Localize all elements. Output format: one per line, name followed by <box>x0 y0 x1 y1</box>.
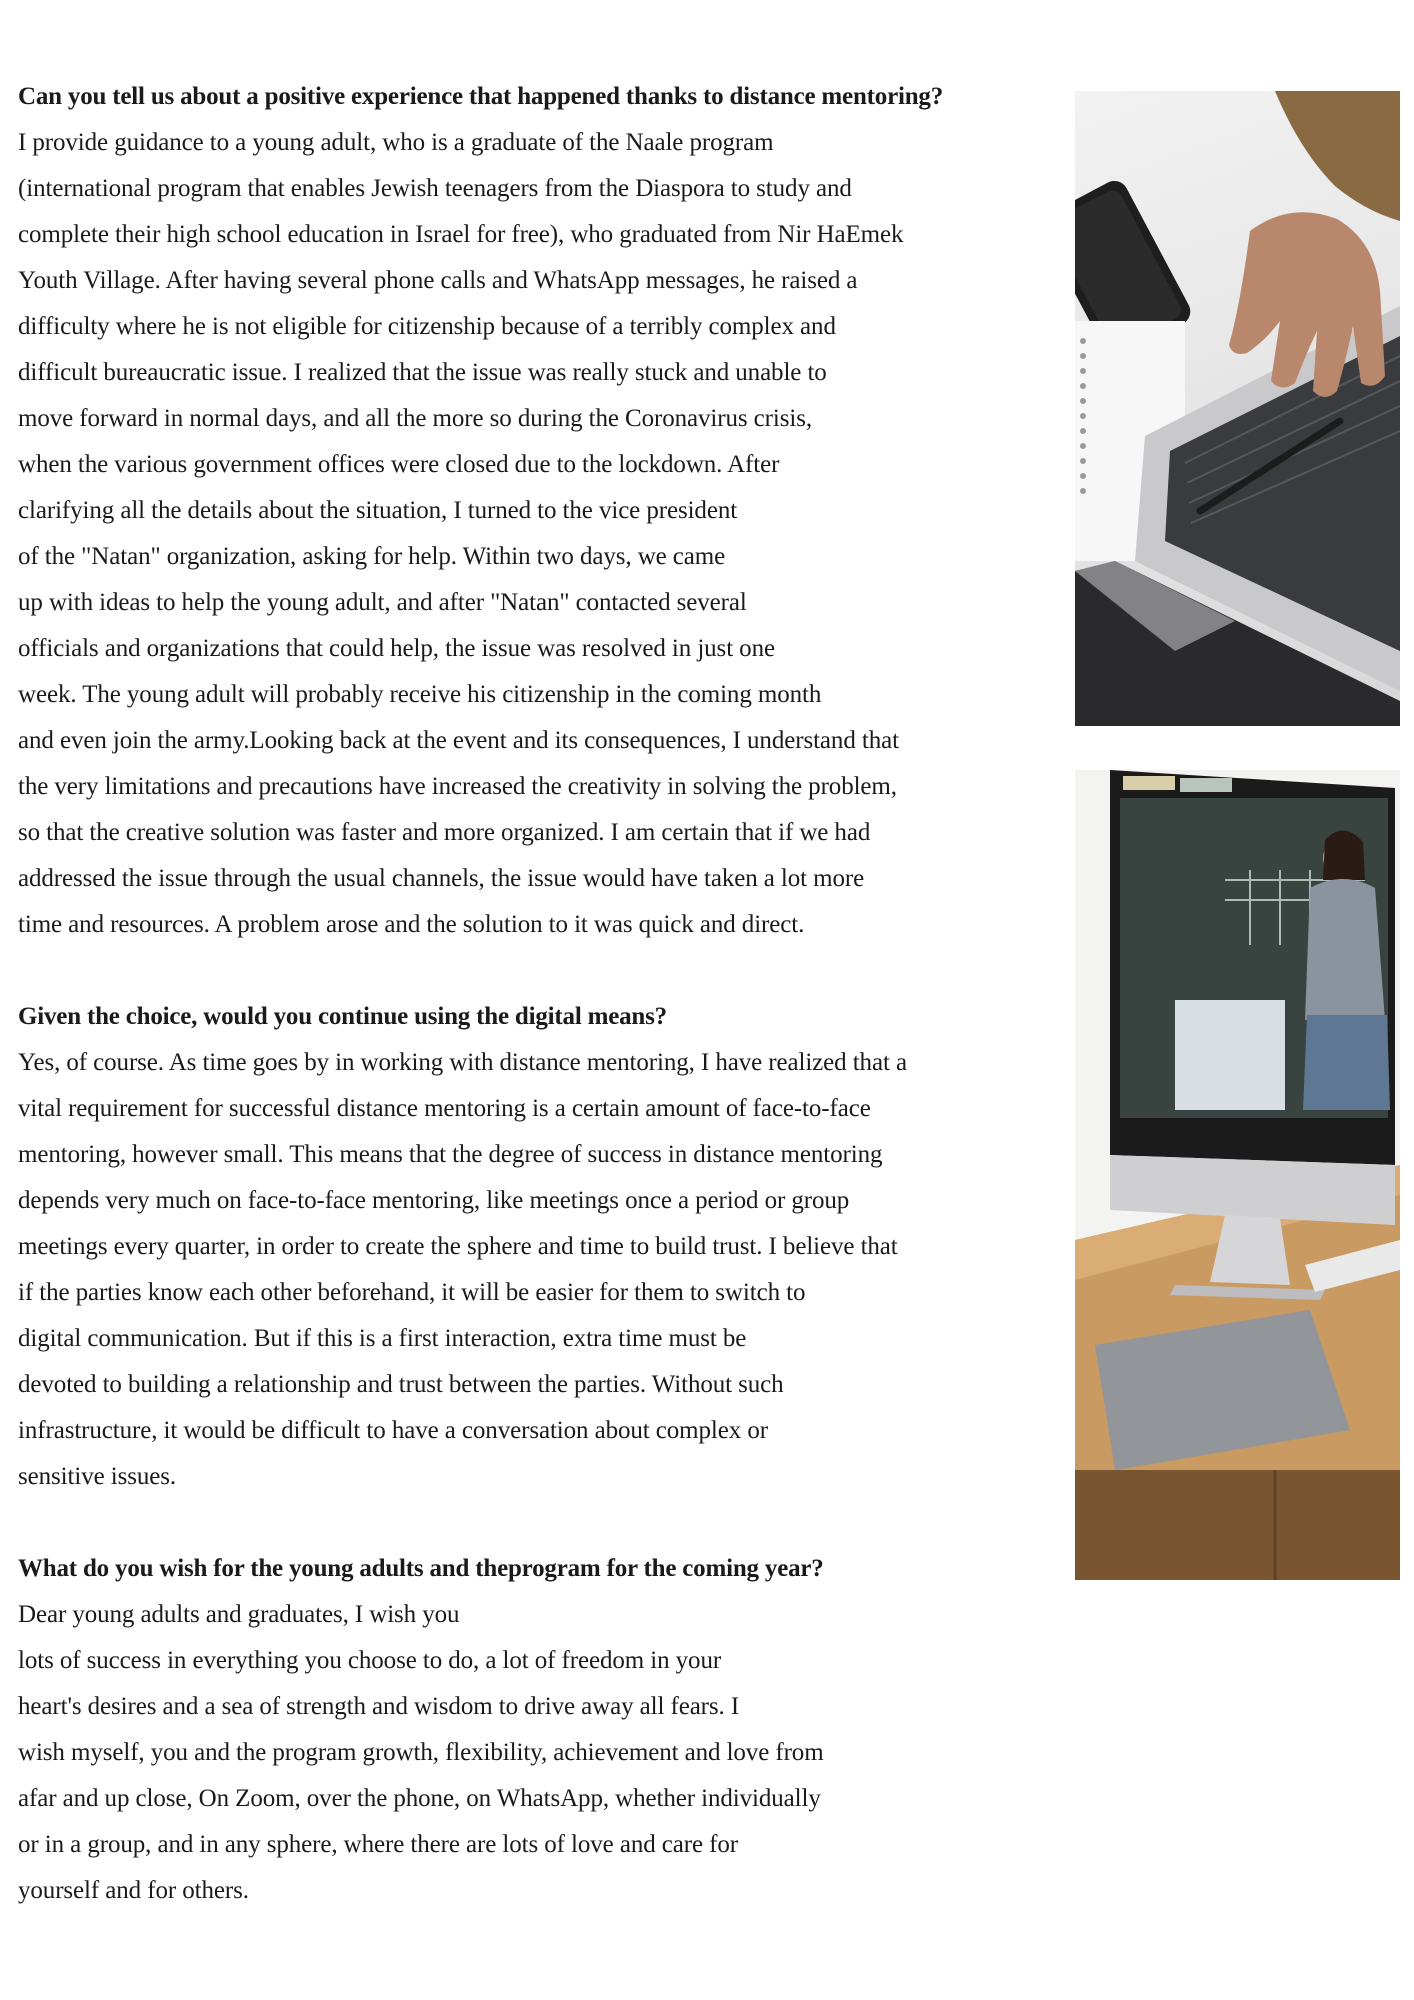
laptop-photo <box>1075 91 1400 726</box>
answer-line: Youth Village. After having several phone calls and WhatsApp messages, he raised a <box>18 267 858 294</box>
answer-line: clarifying all the details about the situation, I turned to the vice president <box>18 497 738 524</box>
answer-line: week. The young adult will probably receive his citizenship in the coming month <box>18 681 822 708</box>
answer-line: officials and organizations that could help, the issue was resolved in just one <box>18 635 775 662</box>
answer-line: (international program that enables Jewish teenagers from the Diaspora to study and <box>18 175 852 202</box>
monitor-video-call-illustration <box>1075 770 1400 1580</box>
answer-line: afar and up close, On Zoom, over the phone, on WhatsApp, whether individually <box>18 1785 821 1812</box>
answer-line: up with ideas to help the young adult, and after "Natan" contacted several <box>18 589 747 616</box>
qa-section-1 <box>18 74 1058 948</box>
section-spacer <box>18 1500 1058 1546</box>
answer-line: complete their high school education in Israel for free), who graduated from Nir HaEmek <box>18 221 904 248</box>
section-spacer <box>18 948 1058 994</box>
video-call-photo <box>1075 770 1400 1580</box>
qa-section-2 <box>18 994 1058 1500</box>
article-text <box>18 74 1058 1914</box>
answer-line: lots of success in everything you choose to do, a lot of freedom in your <box>18 1647 722 1674</box>
answer-line: of the "Natan" organization, asking for help. Within two days, we came <box>18 543 726 570</box>
question-heading: Given the choice, would you continue using the digital means? <box>18 1003 667 1030</box>
answer-line: addressed the issue through the usual channels, the issue would have taken a lot more <box>18 865 865 892</box>
answer-line: digital communication. But if this is a first interaction, extra time must be <box>18 1325 747 1352</box>
answer-line: yourself and for others. <box>18 1877 249 1904</box>
answer-line: if the parties know each other beforehand, it will be easier for them to switch to <box>18 1279 806 1306</box>
answer-line: Dear young adults and graduates, I wish you <box>18 1601 460 1628</box>
answer-line: or in a group, and in any sphere, where there are lots of love and care for <box>18 1831 738 1858</box>
answer-line: meetings every quarter, in order to create the sphere and time to build trust. I believe that <box>18 1233 898 1260</box>
answer-line: depends very much on face-to-face mentoring, like meetings once a period or group <box>18 1187 850 1214</box>
answer-line: devoted to building a relationship and trust between the parties. Without such <box>18 1371 784 1398</box>
answer-line: difficulty where he is not eligible for citizenship because of a terribly complex and <box>18 313 836 340</box>
answer-line: difficult bureaucratic issue. I realized that the issue was really stuck and unable to <box>18 359 827 386</box>
answer-line: the very limitations and precautions have increased the creativity in solving the problem, <box>18 773 897 800</box>
answer-line: vital requirement for successful distance mentoring is a certain amount of face-to-face <box>18 1095 871 1122</box>
answer-line: heart's desires and a sea of strength and wisdom to drive away all fears. I <box>18 1693 740 1720</box>
answer-line: sensitive issues. <box>18 1463 177 1490</box>
answer-line: infrastructure, it would be difficult to have a conversation about complex or <box>18 1417 768 1444</box>
answer-line: move forward in normal days, and all the more so during the Coronavirus crisis, <box>18 405 813 432</box>
question-heading: What do you wish for the young adults and theprogram for the coming year? <box>18 1555 824 1582</box>
qa-section-3 <box>18 1546 1058 1914</box>
answer-line: and even join the army.Looking back at the event and its consequences, I understand that <box>18 727 899 754</box>
question-heading: Can you tell us about a positive experience that happened thanks to distance mentoring? <box>18 83 944 110</box>
laptop-typing-illustration <box>1075 91 1400 726</box>
answer-line: mentoring, however small. This means that the degree of success in distance mentoring <box>18 1141 883 1168</box>
answer-line: time and resources. A problem arose and the solution to it was quick and direct. <box>18 911 805 938</box>
answer-line: I provide guidance to a young adult, who is a graduate of the Naale program <box>18 129 774 156</box>
answer-line: Yes, of course. As time goes by in working with distance mentoring, I have realized that a <box>18 1049 907 1076</box>
answer-line: when the various government offices were closed due to the lockdown. After <box>18 451 780 478</box>
answer-line: wish myself, you and the program growth, flexibility, achievement and love from <box>18 1739 824 1766</box>
answer-line: so that the creative solution was faster and more organized. I am certain that if we had <box>18 819 871 846</box>
